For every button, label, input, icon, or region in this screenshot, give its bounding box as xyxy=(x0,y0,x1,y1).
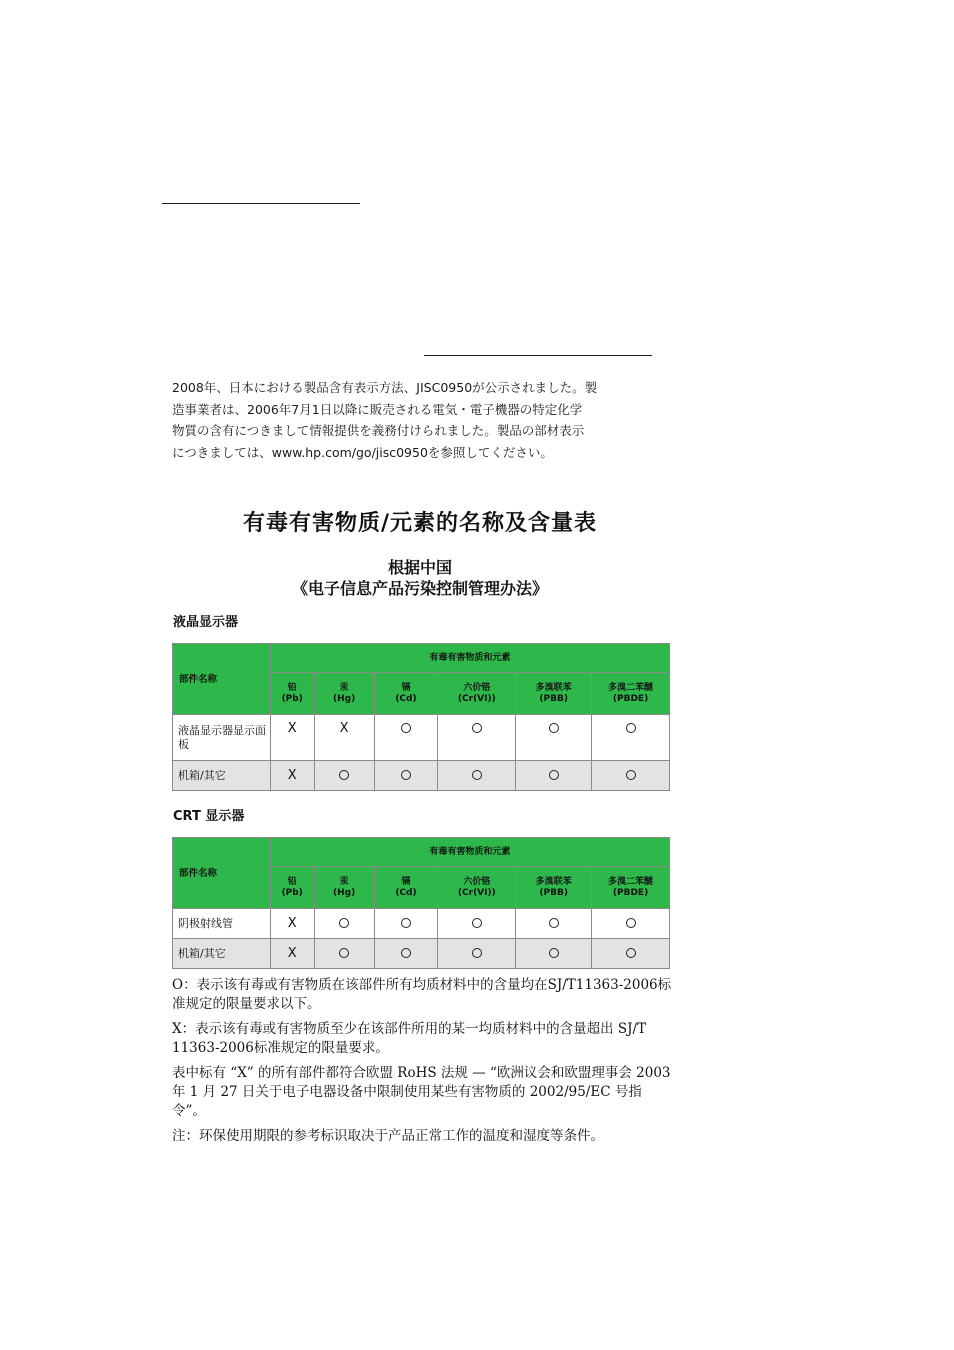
compliance-cell xyxy=(516,761,592,791)
circle-icon xyxy=(401,918,411,928)
circle-icon xyxy=(549,948,559,958)
column-header: 多溴联苯 (PBB) xyxy=(516,867,592,909)
row-part-name: 机箱/其它 xyxy=(173,761,271,791)
column-header: 多溴二苯醚 (PBDE) xyxy=(592,673,670,715)
circle-icon xyxy=(401,948,411,958)
column-header: 六价铬 (Cr(VI)) xyxy=(438,673,516,715)
circle-icon xyxy=(626,918,636,928)
column-header: 汞 (Hg) xyxy=(314,673,374,715)
circle-icon xyxy=(472,770,482,780)
column-header: 多溴二苯醚 (PBDE) xyxy=(592,867,670,909)
column-header: 多溴联苯 (PBB) xyxy=(516,673,592,715)
row-part-name: 阴极射线管 xyxy=(173,909,271,939)
compliance-cell: X xyxy=(270,715,314,761)
compliance-cell xyxy=(516,715,592,761)
note-x: X：表示该有毒或有害物质至少在该部件所用的某一均质材料中的含量超出 SJ/T 11363-2006标准规定的限量要求。 xyxy=(172,1021,647,1056)
compliance-cell xyxy=(438,761,516,791)
divider-line xyxy=(162,203,360,204)
compliance-cell xyxy=(374,715,438,761)
column-header: 铅 (Pb) xyxy=(270,867,314,909)
compliance-cell: X xyxy=(270,761,314,791)
divider-line xyxy=(424,355,652,356)
row-part-name: 液晶显示器显示面板 xyxy=(173,715,271,761)
compliance-cell xyxy=(438,715,516,761)
note-o: O：表示该有毒或有害物质在该部件所有均质材料中的含量均在SJ/T11363-2006标准规定的限量要求以下。 xyxy=(172,977,672,1012)
column-header: 铅 (Pb) xyxy=(270,673,314,715)
compliance-cell xyxy=(592,909,670,939)
compliance-cell: X xyxy=(270,939,314,969)
compliance-cell: X xyxy=(314,715,374,761)
circle-icon xyxy=(549,918,559,928)
circle-icon xyxy=(626,948,636,958)
header-part-name: 部件名称 xyxy=(173,644,271,715)
circle-icon xyxy=(626,723,636,733)
compliance-cell: X xyxy=(270,909,314,939)
compliance-cell xyxy=(516,909,592,939)
table-row xyxy=(173,939,670,969)
japanese-notice xyxy=(172,377,642,463)
table-row xyxy=(173,715,670,761)
jp-line: 物質の含有につきまして情報提供を義務付けられました。製品の部材表示 xyxy=(172,423,585,438)
table-row xyxy=(173,909,670,939)
circle-icon xyxy=(549,770,559,780)
hazard-table-crt xyxy=(172,837,670,969)
circle-icon xyxy=(339,918,349,928)
circle-icon xyxy=(401,723,411,733)
jp-line: 造事業者は、2006年7月1日以降に販売される電気・電子機器の特定化学 xyxy=(172,401,583,417)
header-substances: 有毒有害物质和元素 xyxy=(270,644,669,673)
column-header: 镉 (Cd) xyxy=(374,673,438,715)
compliance-cell xyxy=(314,761,374,791)
page-title: 有毒有害物质/元素的名称及含量表 xyxy=(242,511,598,536)
note-period: 注：环保使用期限的参考标识取决于产品正常工作的温度和湿度等条件。 xyxy=(172,1128,604,1144)
compliance-cell xyxy=(592,715,670,761)
compliance-cell xyxy=(438,939,516,969)
compliance-cell xyxy=(374,939,438,969)
compliance-cell xyxy=(592,761,670,791)
circle-icon xyxy=(626,770,636,780)
column-header: 镉 (Cd) xyxy=(374,867,438,909)
circle-icon xyxy=(549,723,559,733)
circle-icon xyxy=(472,723,482,733)
column-header: 六价铬 (Cr(VI)) xyxy=(438,867,516,909)
circle-icon xyxy=(339,770,349,780)
circle-icon xyxy=(472,948,482,958)
column-header: 汞 (Hg) xyxy=(314,867,374,909)
subtitle: 《电子信息产品污染控制管理办法》 xyxy=(291,579,548,598)
compliance-cell xyxy=(438,909,516,939)
table-row xyxy=(173,761,670,791)
note-rohs: 表中标有 “X” 的所有部件都符合欧盟 RoHS 法规 — “欧洲议会和欧盟理事会 2003 年 1 月 27 日关于电子电器设备中限制使用某些有害物质的 2002/95/EC 号指令”。 xyxy=(172,1065,671,1119)
compliance-cell xyxy=(592,939,670,969)
compliance-cell xyxy=(314,909,374,939)
section-heading-lcd: 液晶显示器 xyxy=(173,615,239,630)
compliance-cell xyxy=(314,939,374,969)
header-part-name: 部件名称 xyxy=(173,838,271,909)
compliance-cell xyxy=(516,939,592,969)
header-substances: 有毒有害物质和元素 xyxy=(270,838,669,867)
jp-line: につきましては、www.hp.com/go/jisc0950を参照してください。 xyxy=(172,444,553,460)
circle-icon xyxy=(339,948,349,958)
section-heading-crt: CRT 显示器 xyxy=(173,809,245,824)
compliance-cell xyxy=(374,909,438,939)
jp-line: 2008年、日本における製品含有表示方法、JISC0950が公示されました。製 xyxy=(172,380,598,395)
circle-icon xyxy=(401,770,411,780)
subtitle: 根据中国 xyxy=(387,558,452,577)
hazard-table-lcd xyxy=(172,643,670,791)
circle-icon xyxy=(472,918,482,928)
compliance-cell xyxy=(374,761,438,791)
notes xyxy=(172,976,672,1152)
row-part-name: 机箱/其它 xyxy=(173,939,271,969)
